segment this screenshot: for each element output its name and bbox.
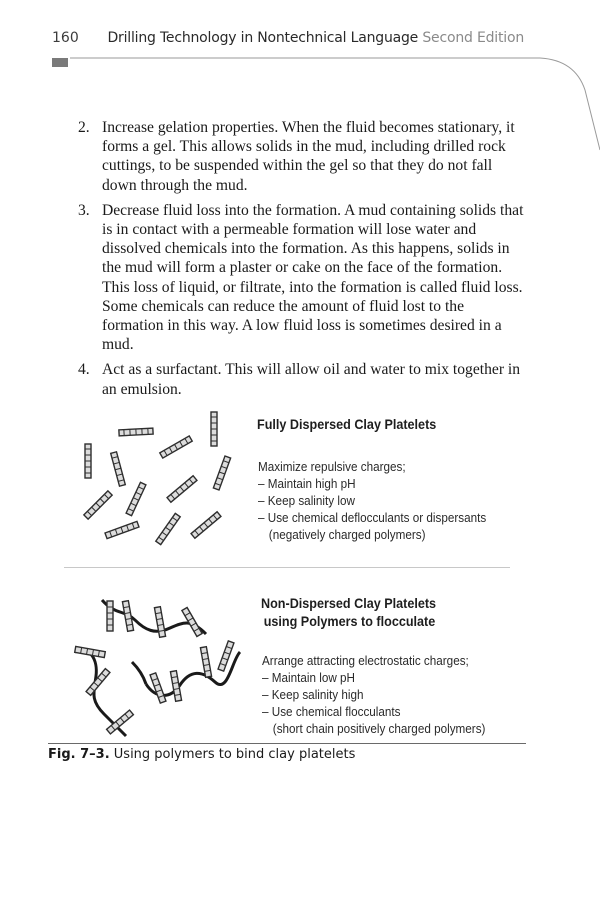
clay-platelet (119, 428, 153, 436)
dispersed-item: – Use chemical deflocculants or dispersants (258, 510, 487, 525)
dispersed-description (258, 458, 486, 543)
list-item (78, 360, 528, 398)
book-title: Drilling Technology in Nontechnical Language (107, 30, 419, 46)
non-dispersed-title (261, 594, 436, 630)
dispersed-platelets-illustration (70, 405, 250, 555)
caption-text: Using polymers to bind clay platelets (113, 747, 356, 762)
figure-divider (64, 567, 510, 568)
clay-platelet (213, 456, 230, 490)
page-number: 160 (52, 30, 79, 46)
list-text: Decrease fluid loss into the formation. A mud containing solids that is in contact with a permeable formation will lose water and dissolved chemicals into the formation. As this happens, solids in the mud will form a plaster or cake on the face of the formation. This loss of liquid, or filtrate, into the formation is called fluid loss. Some chemicals can reduce the amount of fluid lost to the formation in this way. A low fluid loss is sometimes desired in a mud. (102, 201, 524, 354)
list-item (78, 118, 528, 195)
list-number: 2. (78, 119, 90, 136)
non-dispersed-item: – Keep salinity high (262, 687, 364, 702)
dispersed-title: Fully Dispersed Clay Platelets (257, 416, 437, 432)
list-number: 4. (78, 361, 90, 379)
clay-platelet (84, 491, 112, 519)
numbered-list (78, 118, 528, 405)
dispersed-lead: Maximize repulsive charges; (258, 459, 406, 474)
polymer-chain (132, 662, 146, 684)
non-dispersed-platelets-illustration (70, 590, 250, 740)
list-item (78, 201, 528, 355)
dispersed-item: – Keep salinity low (258, 493, 355, 508)
dispersed-note: (negatively charged polymers) (268, 527, 426, 542)
non-dispersed-item: – Maintain low pH (262, 670, 355, 685)
list-number: 3. (78, 201, 90, 219)
clay-platelet (111, 452, 126, 486)
figure-bottom-rule (48, 743, 526, 744)
clay-platelet (167, 476, 197, 502)
dispersed-item: – Maintain high pH (258, 476, 356, 491)
clay-platelet (211, 412, 217, 446)
non-dispersed-note: (short chain positively charged polymers) (272, 721, 486, 736)
caption-label: Fig. 7–3. (48, 747, 110, 762)
non-dispersed-item: – Use chemical flocculants (262, 704, 401, 719)
clay-platelet (86, 669, 110, 696)
clay-platelet (75, 646, 106, 657)
clay-platelet (160, 436, 192, 458)
clay-platelet (156, 513, 180, 544)
list-text: Increase gelation properties. When the fluid becomes stationary, it forms a gel. This allows solids in the mud, including drilled rock cuttings, to be suspended within the gel so that they do not fall down through the mud. (102, 119, 515, 194)
non-dispersed-lead: Arrange attracting electrostatic charges; (262, 653, 469, 668)
non-dispersed-title-line: using Polymers to flocculate (263, 613, 436, 629)
list-text: Act as a surfactant. This will allow oil and water to mix together in an emulsion. (102, 361, 521, 398)
non-dispersed-description (262, 652, 485, 737)
figure-caption (48, 747, 355, 762)
clay-platelet (126, 482, 146, 515)
clay-platelet (191, 512, 221, 538)
clay-platelet (150, 673, 166, 703)
non-dispersed-title-line: Non-Dispersed Clay Platelets (261, 595, 437, 611)
clay-platelet (105, 521, 139, 538)
clay-platelet (85, 444, 91, 478)
book-edition: Second Edition (422, 30, 524, 46)
clay-platelet (107, 601, 113, 631)
